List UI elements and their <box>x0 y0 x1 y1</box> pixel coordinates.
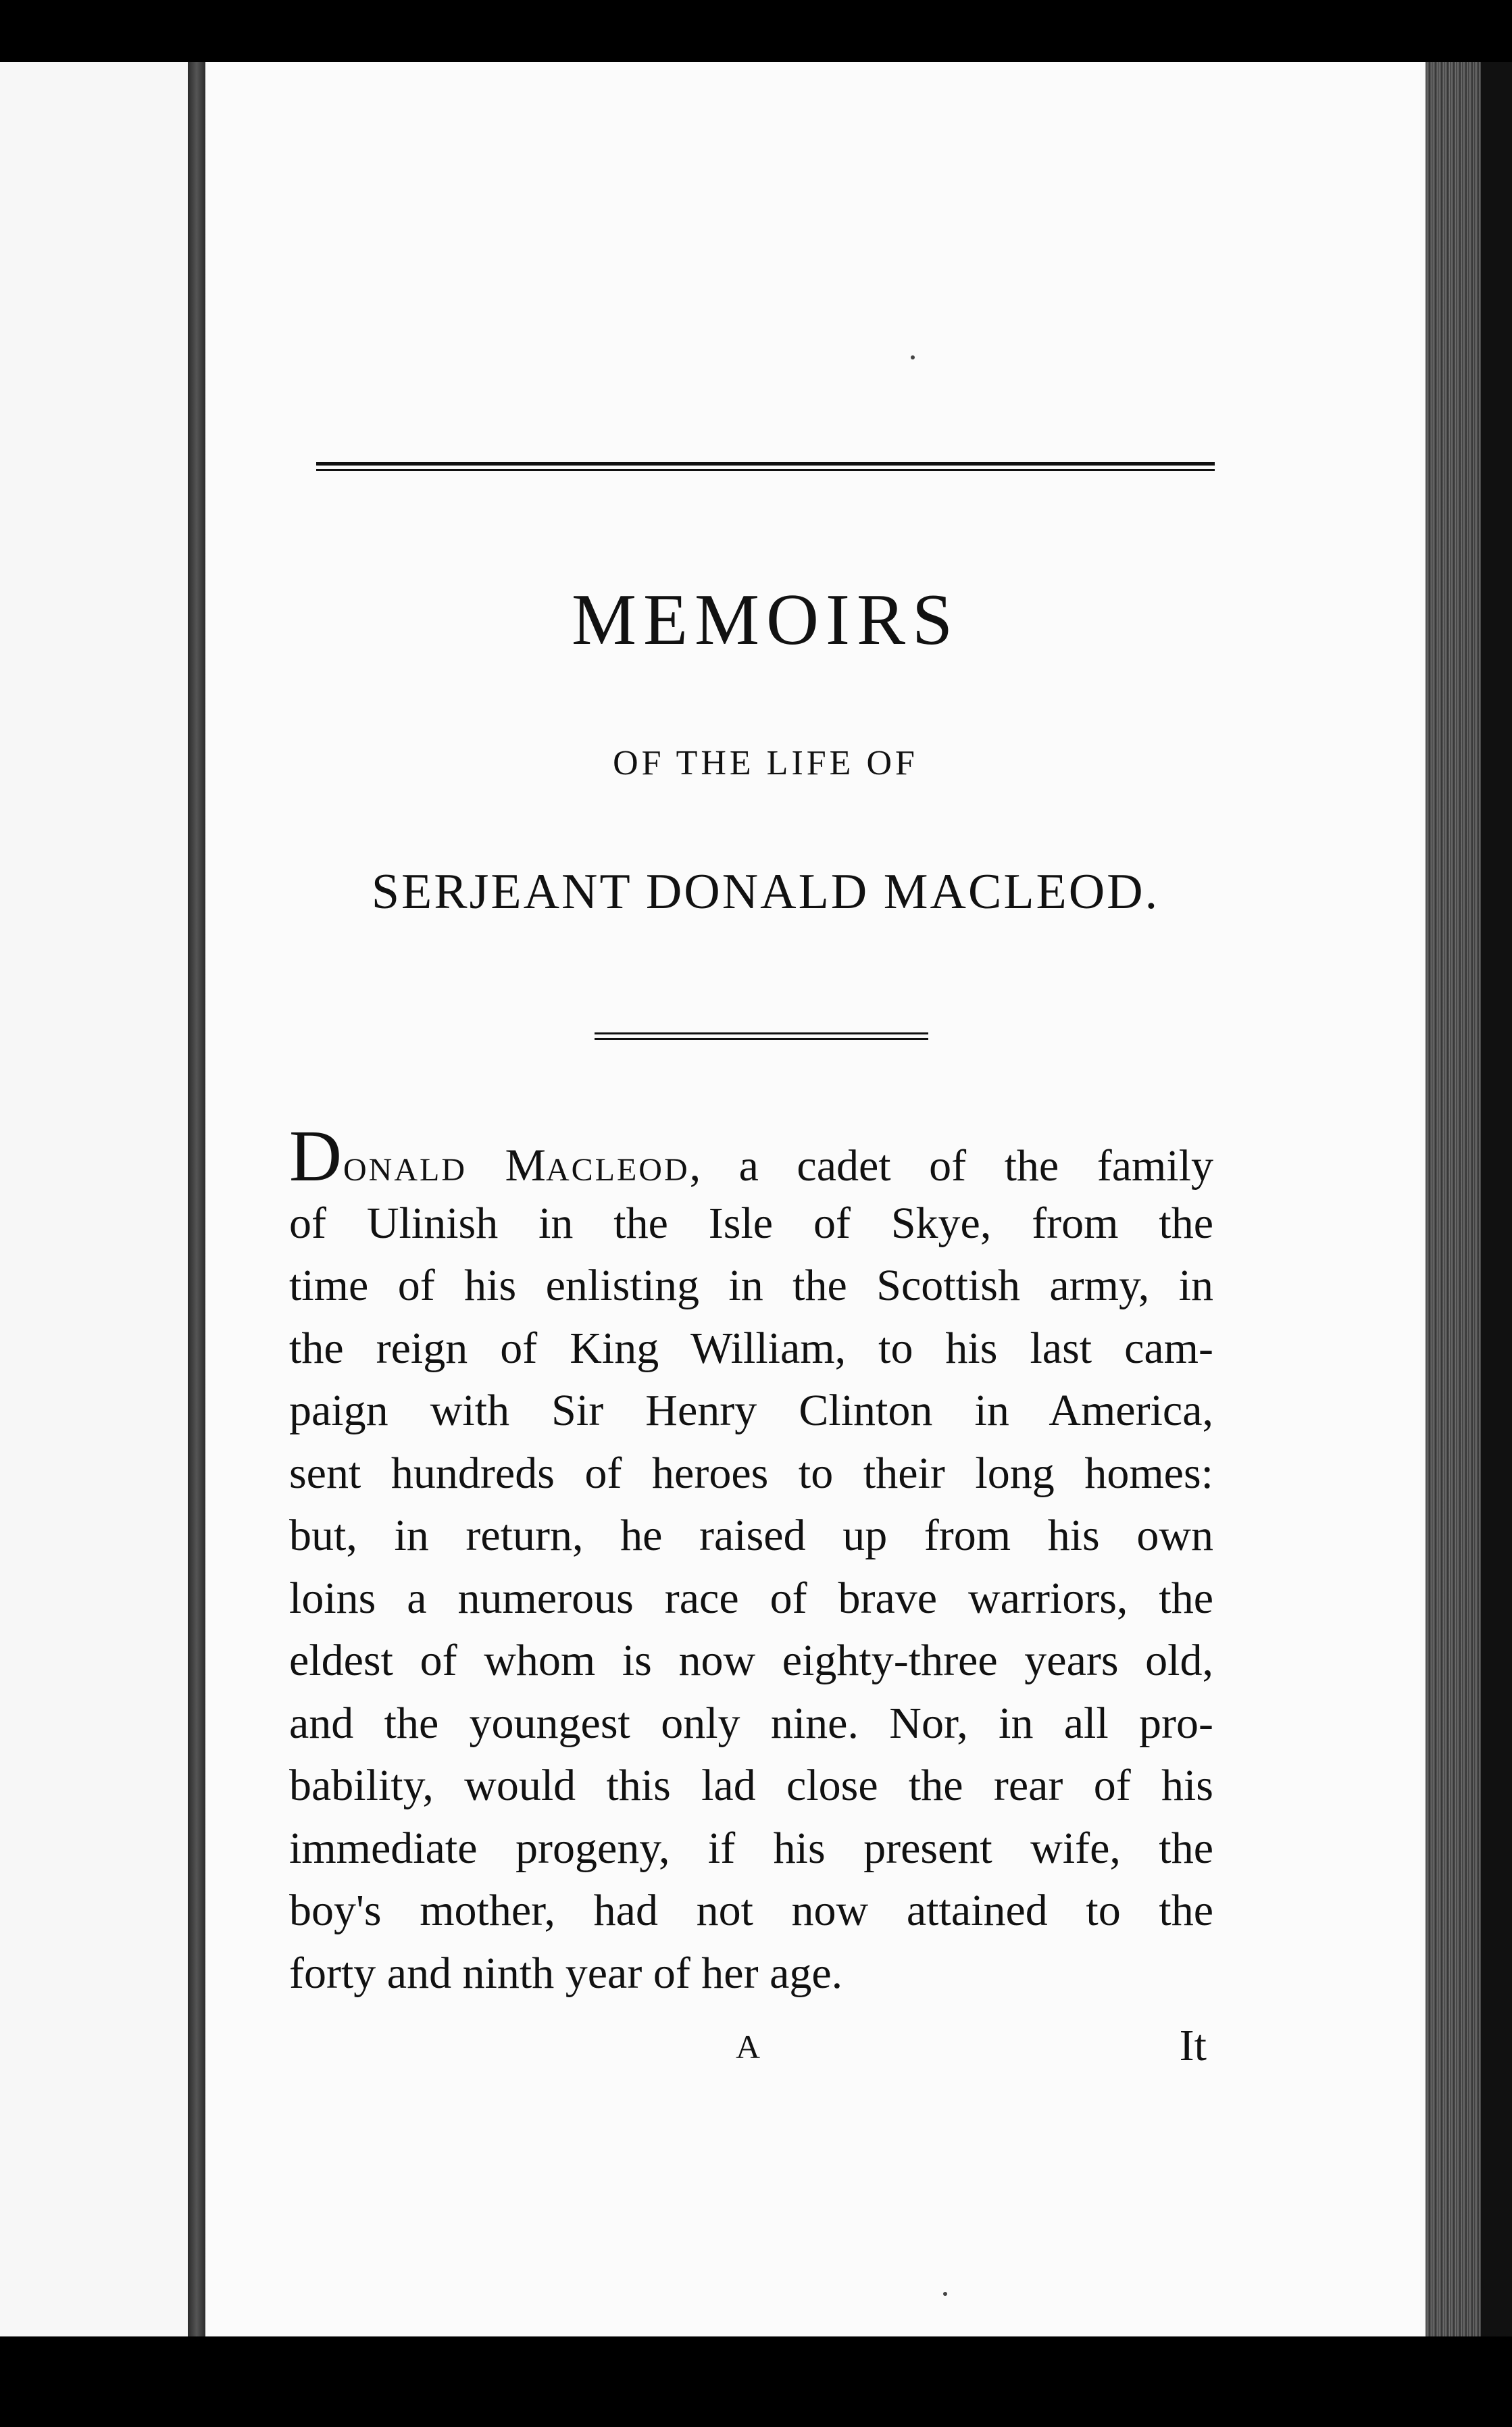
facing-page-edge <box>0 62 188 2336</box>
body-line: the reign of King William, to his last cam- <box>289 1323 1213 1373</box>
top-double-rule <box>316 462 1215 473</box>
drop-cap: D <box>289 1116 343 1197</box>
scan-border <box>1481 62 1512 2336</box>
body-line: immediate progeny, if his present wife, the <box>289 1823 1213 1873</box>
gutter-fold <box>188 62 205 2336</box>
lead-smallcaps-2: ACLEOD <box>545 1152 690 1188</box>
ink-speck <box>943 2292 947 2296</box>
section-rule <box>595 1032 928 1041</box>
body-line: eldest of whom is now eighty-three years old, <box>289 1636 1213 1685</box>
ink-speck <box>911 355 915 359</box>
catchword: It <box>1179 2021 1207 2070</box>
body-line-1 <box>289 1116 1214 1197</box>
line-1-rest: , a cadet of the family <box>689 1141 1214 1191</box>
page-edges <box>1426 62 1481 2336</box>
body-line: sent hundreds of heroes to their long homes: <box>289 1448 1213 1498</box>
body-line-last: forty and ninth year of her age. <box>289 1948 843 1998</box>
page-subject-heading: SERJEANT DONALD MACLEOD. <box>371 864 1160 920</box>
lead-smallcaps-1: ONALD <box>343 1152 467 1188</box>
page-subtitle: OF THE LIFE OF <box>613 744 918 782</box>
body-line: of Ulinish in the Isle of Skye, from the <box>289 1198 1213 1248</box>
body-line: but, in return, he raised up from his own <box>289 1511 1213 1560</box>
body-line: paign with Sir Henry Clinton in America, <box>289 1386 1213 1435</box>
page-title: MEMOIRS <box>571 580 960 660</box>
lead-cap-2: M <box>505 1139 546 1191</box>
page-footer-line <box>289 2021 1213 2081</box>
body-line: loins a numerous race of brave warriors, the <box>289 1573 1213 1623</box>
body-line: bability, would this lad close the rear of his <box>289 1761 1213 1810</box>
body-line: and the youngest only nine. Nor, in all pro- <box>289 1698 1213 1748</box>
body-paragraph <box>289 1116 1214 2005</box>
body-line: time of his enlisting in the Scottish army, in <box>289 1261 1213 1310</box>
signature-mark: A <box>735 2028 762 2066</box>
body-line: boy's mother, had not now attained to the <box>289 1886 1213 1935</box>
